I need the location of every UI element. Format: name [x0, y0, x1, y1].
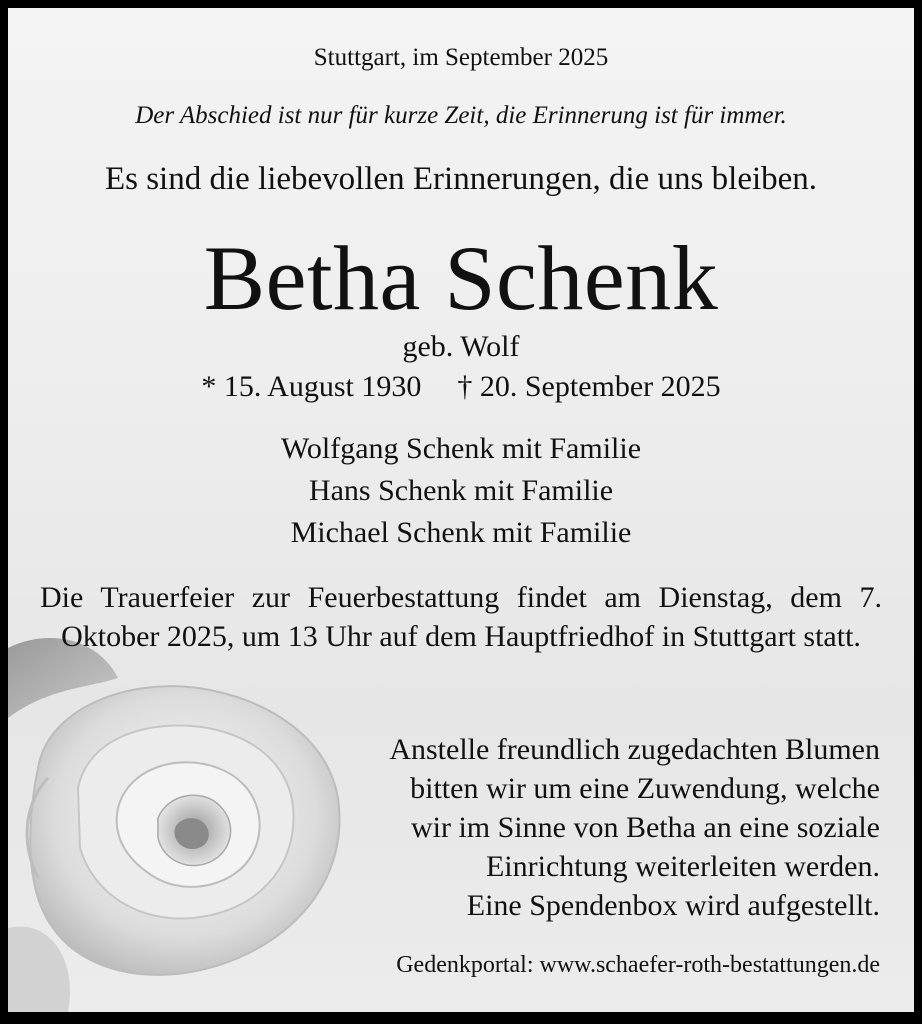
memorial-portal-link[interactable]: Gedenkportal: www.schaefer-roth-bestattungen.de: [396, 952, 880, 978]
verse: Es sind die liebevollen Erinnerungen, die uns bleiben.: [104, 161, 818, 197]
obituary-notice: [8, 8, 914, 1012]
motto: Der Abschied ist nur für kurze Zeit, die Erinnerung ist für immer.: [135, 102, 787, 129]
place-date: Stuttgart, im September 2025: [313, 44, 609, 71]
mourner: Michael Schenk mit Familie: [290, 516, 632, 549]
donation-line: Einrichtung weiterleiten werden.: [485, 850, 880, 883]
donation-line: Eine Spendenbox wird aufgestellt.: [466, 889, 880, 922]
birth-date: * 15. August 1930: [201, 370, 422, 403]
service-info: Die Trauerfeier zur Feuerbestattung findet am Dienstag, dem 7. Oktober 2025, um 13 Uhr auf dem Hauptfriedhof in Stuttgart statt.: [40, 581, 882, 653]
donation-line: wir im Sinne von Betha an eine soziale: [410, 811, 880, 844]
donation-note: [280, 730, 880, 925]
donation-line: Anstelle freundlich zugedachten Blumen: [389, 733, 880, 766]
mourner: Hans Schenk mit Familie: [308, 474, 614, 507]
death-date: † 20. September 2025: [457, 370, 721, 403]
life-dates: [8, 370, 914, 404]
maiden-name: geb. Wolf: [402, 330, 520, 363]
deceased-name: Betha Schenk: [203, 227, 719, 329]
donation-line: bitten wir um eine Zuwendung, welche: [410, 772, 880, 805]
mourner: Wolfgang Schenk mit Familie: [280, 432, 642, 465]
